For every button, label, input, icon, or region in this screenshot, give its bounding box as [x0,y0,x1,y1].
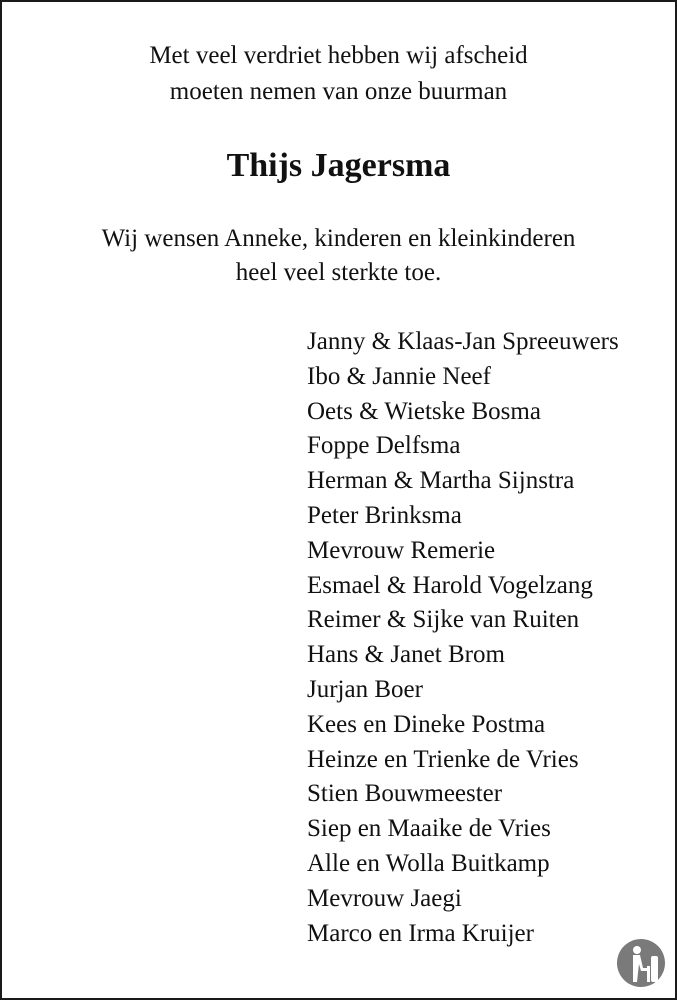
intro-line-2: moeten nemen van onze buurman [169,78,508,105]
signer: Reimer & Sijke van Ruiten [307,606,580,634]
signer: Jurjan Boer [307,675,423,703]
signer: Foppe Delfsma [307,432,461,460]
intro-line-1: Met veel verdriet hebben wij afscheid [149,42,528,69]
condolence-line-2: heel veel sterkte toe. [235,259,442,286]
signer: Kees en Dineke Postma [307,710,546,738]
logo-post [647,966,650,982]
signer: Marco en Irma Kruijer [307,919,534,947]
memorial-logo-icon [616,938,666,988]
signer: Stien Bouwmeester [307,780,503,808]
signer: Esmael & Harold Vogelzang [307,571,593,599]
signer: Ibo & Jannie Neef [307,362,491,390]
deceased-name: Thijs Jagersma [226,147,451,184]
logo-head [633,946,641,954]
signer: Peter Brinksma [307,501,462,529]
signer: Mevrouw Remerie [307,536,496,564]
signer: Oets & Wietske Bosma [307,397,541,425]
signer: Alle en Wolla Buitkamp [307,849,550,877]
signer: Hans & Janet Brom [307,641,505,669]
logo-stone [651,956,658,982]
condolence-text [0,222,677,290]
signer: Janny & Klaas-Jan Spreeuwers [307,328,619,355]
signer: Herman & Martha Sijnstra [307,467,575,495]
signers-list [307,325,619,951]
signer: Heinze en Trienke de Vries [307,745,579,773]
intro-text [0,38,677,110]
signer: Mevrouw Jaegi [307,884,462,912]
signer: Siep en Maaike de Vries [307,815,551,843]
condolence-line-1: Wij wensen Anneke, kinderen en kleinkinderen [101,225,576,252]
